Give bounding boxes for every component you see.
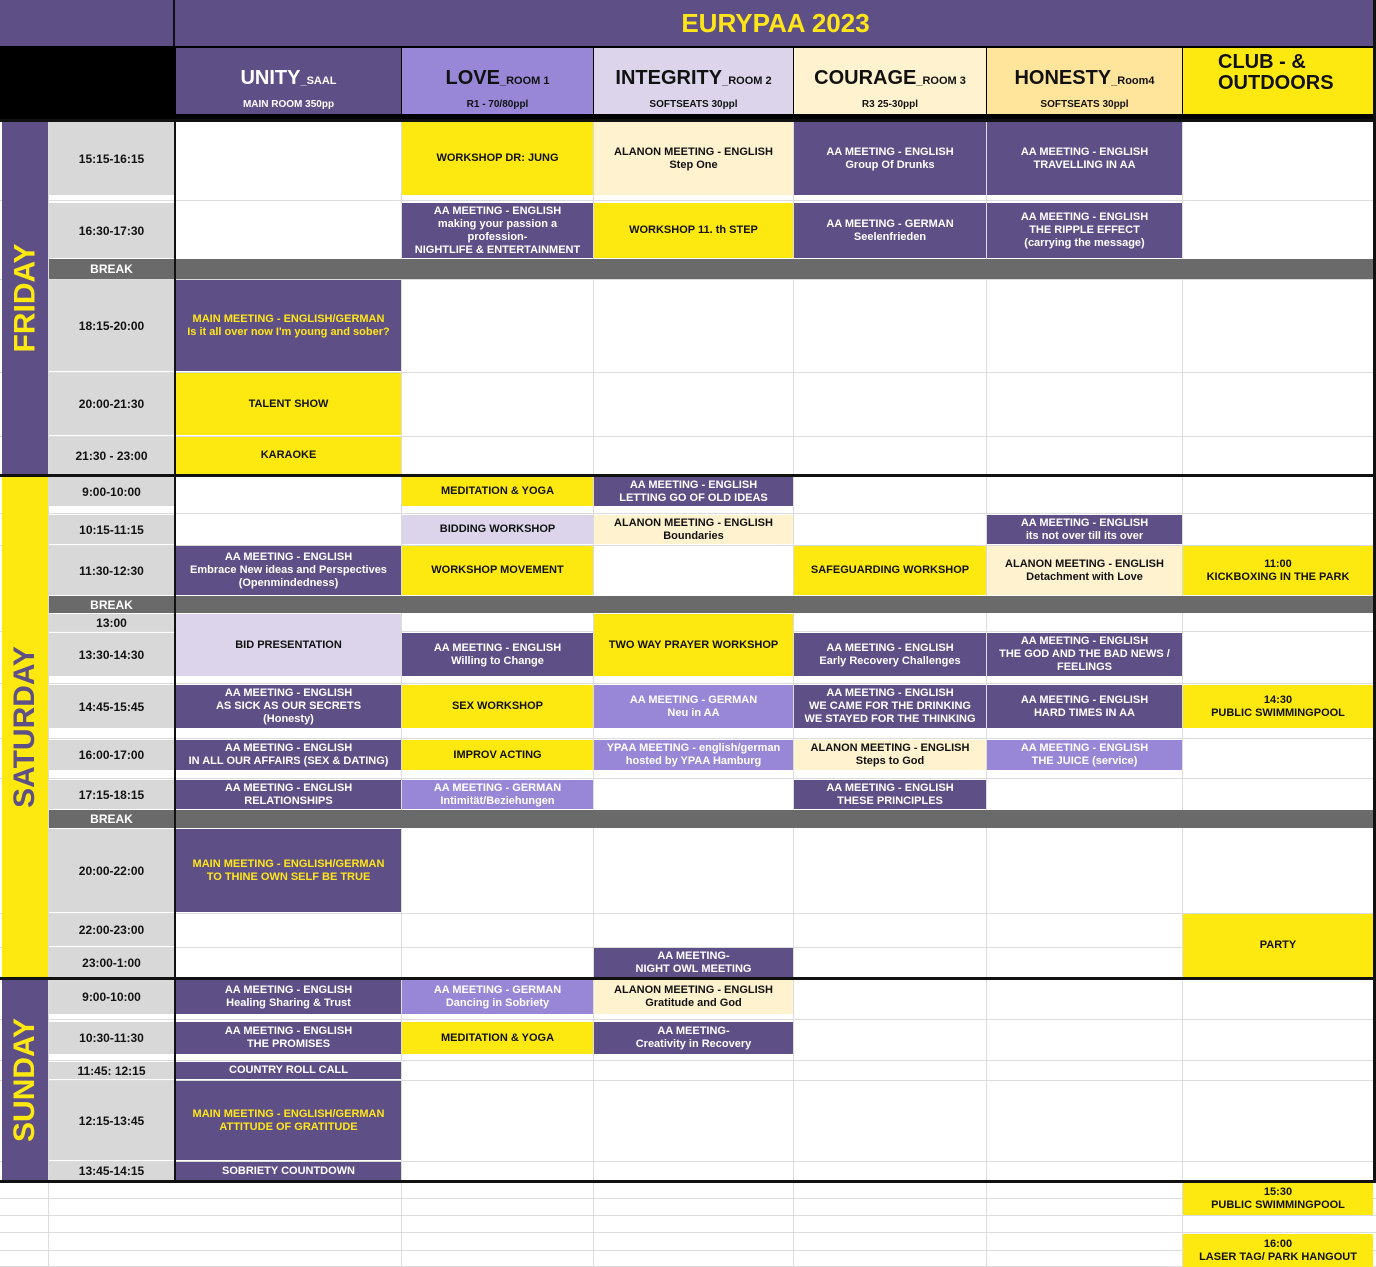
- room-header-courage: [794, 48, 986, 114]
- session-cell: [176, 780, 401, 809]
- session-cell: [794, 780, 986, 809]
- session-cell: [176, 437, 401, 474]
- session-line: 14:30: [1263, 693, 1293, 706]
- session-cell: [176, 546, 401, 595]
- room-capacity: SOFTSEATS 30ppl: [649, 99, 738, 110]
- session-cell: [402, 685, 593, 728]
- time-slot: 9:00-10:00: [49, 477, 174, 506]
- room-header-club-outdoors: [1183, 48, 1373, 114]
- time-slot: 11:30-12:30: [49, 546, 174, 595]
- session-line: RELATIONSHIPS: [244, 794, 333, 807]
- session-line: MEDITATION & YOGA: [440, 485, 555, 497]
- session-line: HARD TIMES IN AA: [1033, 706, 1136, 719]
- title-divider: [173, 0, 175, 46]
- session-line: Early Recovery Challenges: [819, 654, 961, 667]
- session-line: 15:30: [1263, 1186, 1293, 1198]
- grid-line: [0, 1198, 1376, 1199]
- session-line: SAFEGUARDING WORKSHOP: [810, 564, 970, 576]
- session-line: Gratitude and God: [645, 997, 742, 1009]
- session-line: MAIN MEETING - ENGLISH/GERMAN: [192, 312, 385, 325]
- session-line: WORKSHOP 11. th STEP: [629, 224, 758, 236]
- day-separator: [0, 119, 1376, 122]
- day-band-saturday: [2, 477, 48, 977]
- session-line: THE PROMISES: [246, 1038, 331, 1050]
- session-line: KARAOKE: [260, 449, 317, 461]
- session-line: profession-: [467, 230, 528, 243]
- session-line: PARTY: [1259, 939, 1297, 951]
- break-label: BREAK: [90, 262, 133, 276]
- time-slot: 11:45: 12:15: [49, 1062, 174, 1079]
- session-line: AS SICK AS OUR SECRETS: [215, 700, 362, 712]
- session-cell: [1183, 1183, 1373, 1215]
- session-line: AA MEETING - ENGLISH: [1020, 693, 1149, 706]
- room-name: HONESTY: [1014, 67, 1112, 89]
- room-suffix: _ROOM 2: [722, 75, 772, 87]
- session-cell: [176, 280, 401, 371]
- session-line: Detachment with Love: [1026, 570, 1143, 583]
- session-cell: [987, 546, 1182, 595]
- room-suffix: _Room4: [1111, 75, 1155, 87]
- session-line: MAIN MEETING - ENGLISH/GERMAN: [192, 857, 385, 870]
- time-slot: 16:00-17:00: [49, 740, 174, 770]
- room-name: COURAGE: [814, 67, 917, 89]
- session-cell: [594, 614, 793, 676]
- time-slot: 13:00: [49, 614, 174, 631]
- day-separator: [0, 1180, 1376, 1183]
- session-cell: [794, 203, 986, 258]
- session-line: Is it all over now I'm young and sober?: [187, 325, 390, 338]
- session-line: COUNTRY ROLL CALL: [229, 1064, 348, 1076]
- session-line: MEDITATION & YOGA: [440, 1031, 555, 1044]
- session-cell: [176, 1162, 401, 1180]
- session-cell: [176, 685, 401, 728]
- session-line: Boundaries: [663, 529, 724, 542]
- session-cell: [594, 948, 793, 977]
- session-cell: [1183, 546, 1373, 595]
- session-cell: [594, 477, 793, 506]
- session-cell: [594, 1022, 793, 1054]
- session-line: Step One: [669, 158, 718, 171]
- session-line: AA MEETING - ENGLISH: [629, 478, 758, 491]
- session-line: AA MEETING - ENGLISH: [826, 781, 954, 794]
- day-label: FRIDAY: [8, 243, 42, 353]
- session-line: PUBLIC SWIMMINGPOOL: [1211, 1199, 1345, 1211]
- session-line: AA MEETING - ENGLISH: [224, 742, 353, 754]
- session-line: WE STAYED FOR THE THINKING: [804, 713, 976, 725]
- break-row: [49, 596, 1376, 613]
- session-line: AA MEETING - ENGLISH: [1020, 145, 1149, 158]
- column-separator: [174, 119, 176, 1183]
- session-line: AA MEETING - ENGLISH: [1020, 635, 1149, 647]
- session-line: TRAVELLING IN AA: [1033, 158, 1136, 171]
- session-line: its not over till its over: [1025, 529, 1144, 542]
- session-cell: [176, 740, 401, 770]
- time-slot: 12:15-13:45: [49, 1081, 174, 1160]
- session-line: IN ALL OUR AFFAIRS (SEX & DATING): [188, 755, 389, 767]
- session-line: BID PRESENTATION: [235, 638, 342, 651]
- session-cell: [402, 1022, 593, 1054]
- room-suffix: _ROOM 1: [499, 75, 550, 87]
- session-line: THE GOD AND THE BAD NEWS /: [999, 648, 1170, 660]
- day-band-sunday: [2, 980, 48, 1180]
- session-cell: [176, 614, 401, 676]
- room-capacity: SOFTSEATS 30ppl: [1040, 99, 1129, 110]
- grid-line: [0, 738, 1376, 739]
- break-row: [49, 259, 1376, 279]
- session-cell: [176, 980, 401, 1014]
- session-cell: [987, 515, 1182, 544]
- time-slot: 20:00-21:30: [49, 373, 174, 435]
- session-line: Dancing in Sobriety: [445, 997, 550, 1009]
- room-suffix: _ROOM 3: [916, 75, 966, 87]
- room-name: CLUB - & OUTDOORS: [1218, 51, 1334, 94]
- session-cell: [402, 122, 593, 195]
- session-line: ALANON MEETING - ENGLISH: [614, 516, 773, 529]
- session-line: AA MEETING - ENGLISH: [224, 551, 353, 563]
- session-line: AA MEETING - ENGLISH: [224, 687, 353, 699]
- session-line: ALANON MEETING - ENGLISH: [1005, 557, 1164, 570]
- day-band-friday: [2, 122, 48, 474]
- time-slot: 22:00-23:00: [49, 914, 174, 946]
- session-line: NIGHT OWL MEETING: [635, 962, 752, 975]
- break-label: BREAK: [90, 597, 133, 612]
- session-cell: [402, 980, 593, 1014]
- session-line: Healing Sharing & Trust: [226, 997, 351, 1009]
- session-cell: [987, 685, 1182, 728]
- session-line: making your passion a: [437, 217, 558, 230]
- session-line: AA MEETING - ENGLISH: [224, 1025, 353, 1037]
- session-line: 11:00: [1264, 557, 1292, 570]
- session-cell: [794, 122, 986, 195]
- session-line: KICKBOXING IN THE PARK: [1206, 570, 1350, 583]
- page-title: EURYPAA 2023: [681, 7, 870, 38]
- session-line: AA MEETING-: [657, 1025, 730, 1037]
- time-slot: 13:45-14:15: [49, 1162, 174, 1180]
- session-line: SOBRIETY COUNTDOWN: [221, 1164, 356, 1177]
- time-slot: 15:15-16:15: [49, 122, 174, 195]
- session-line: ALANON MEETING - ENGLISH: [614, 145, 773, 158]
- session-cell: [176, 1081, 401, 1160]
- session-line: Neu in AA: [667, 706, 720, 719]
- session-line: WORKSHOP DR: JUNG: [436, 152, 559, 164]
- session-line: TALENT SHOW: [248, 397, 329, 410]
- time-slot: 10:30-11:30: [49, 1022, 174, 1054]
- session-line: Creativity in Recovery: [635, 1038, 752, 1050]
- session-cell: [1183, 914, 1373, 977]
- session-line: AA MEETING - ENGLISH: [826, 687, 954, 699]
- grid-line: [0, 1250, 1376, 1251]
- room-header-honesty: [987, 48, 1182, 114]
- session-cell: [176, 373, 401, 435]
- session-line: Intimität/Beziehungen: [440, 794, 555, 807]
- session-cell: [594, 203, 793, 258]
- session-cell: [402, 546, 593, 595]
- session-line: NIGHTLIFE & ENTERTAINMENT: [414, 243, 581, 256]
- session-line: LETTING GO OF OLD IDEAS: [619, 491, 768, 504]
- session-cell: [176, 1022, 401, 1054]
- session-line: ATTITUDE OF GRATITUDE: [219, 1120, 358, 1133]
- room-capacity: MAIN ROOM 350pp: [242, 99, 335, 110]
- session-cell: [987, 740, 1182, 770]
- session-cell: [402, 203, 593, 258]
- session-line: (Honesty): [263, 713, 314, 725]
- session-line: Steps to God: [855, 755, 925, 767]
- session-line: AA MEETING - ENGLISH: [433, 641, 562, 654]
- session-line: 16:00: [1263, 1237, 1293, 1250]
- session-line: AA MEETING - GERMAN: [826, 217, 954, 230]
- session-line: hosted by YPAA Hamburg: [625, 755, 762, 767]
- room-name: LOVE: [445, 67, 500, 89]
- session-line: SEX WORKSHOP: [451, 700, 544, 712]
- room-header-integrity: [594, 48, 793, 114]
- session-cell: [1183, 1234, 1373, 1267]
- time-slot: 16:30-17:30: [49, 203, 174, 258]
- session-line: Embrace New ideas and Perspectives: [190, 564, 387, 576]
- session-line: (carrying the message): [1024, 237, 1145, 249]
- session-line: Willing to Change: [451, 654, 544, 667]
- session-cell: [176, 829, 401, 912]
- grid-line: [0, 513, 1376, 514]
- session-line: TO THINE OWN SELF BE TRUE: [206, 870, 371, 883]
- session-cell: [794, 546, 986, 595]
- session-cell: [987, 122, 1182, 195]
- session-cell: [594, 980, 793, 1014]
- session-line: AA MEETING - ENGLISH: [826, 145, 954, 158]
- session-line: Group Of Drunks: [845, 158, 935, 171]
- grid-line: [0, 1060, 1376, 1061]
- session-cell: [402, 740, 593, 770]
- session-cell: [594, 515, 793, 544]
- break-row: [49, 810, 1376, 828]
- session-cell: [1183, 685, 1373, 728]
- session-cell: [987, 633, 1182, 676]
- session-line: TWO WAY PRAYER WORKSHOP: [608, 638, 779, 651]
- session-line: (Openmindedness): [238, 577, 339, 589]
- room-header-unity: [176, 48, 401, 114]
- session-line: IMPROV ACTING: [453, 748, 542, 761]
- session-cell: [402, 633, 593, 676]
- session-cell: [402, 477, 593, 506]
- room-name: INTEGRITY: [615, 67, 723, 89]
- room-header-love: [402, 48, 593, 114]
- session-cell: [794, 685, 986, 728]
- session-line: LASER TAG/ PARK HANGOUT: [1199, 1250, 1357, 1263]
- session-line: AA MEETING-: [657, 949, 730, 962]
- session-line: AA MEETING - ENGLISH: [433, 204, 562, 217]
- grid-line: [0, 1019, 1376, 1020]
- session-cell: [794, 633, 986, 676]
- room-capacity: R3 25-30ppl: [861, 99, 919, 110]
- session-line: Seelenfrieden: [853, 230, 927, 243]
- time-slot: 21:30 - 23:00: [49, 437, 174, 474]
- session-cell: [987, 203, 1182, 258]
- break-label: BREAK: [90, 812, 133, 826]
- session-line: AA MEETING - ENGLISH: [1020, 211, 1149, 223]
- session-line: PUBLIC SWIMMINGPOOL: [1211, 706, 1345, 719]
- room-name: UNITY: [240, 67, 301, 89]
- session-line: AA MEETING - ENGLISH: [224, 781, 353, 794]
- time-slot: 9:00-10:00: [49, 980, 174, 1014]
- session-line: ALANON MEETING - ENGLISH: [614, 984, 773, 996]
- session-line: BIDDING WORKSHOP: [439, 523, 556, 535]
- session-line: ALANON MEETING - ENGLISH: [810, 742, 970, 754]
- day-separator: [0, 474, 1376, 477]
- session-line: WE CAME FOR THE DRINKING: [809, 700, 971, 712]
- session-line: AA MEETING - GERMAN: [433, 781, 562, 794]
- session-cell: [176, 1062, 401, 1079]
- time-slot: 13:30-14:30: [49, 633, 174, 676]
- grid-line: [0, 1215, 1376, 1216]
- time-slot: 14:45-15:45: [49, 685, 174, 728]
- session-line: AA MEETING - GERMAN: [629, 693, 758, 706]
- time-slot: 20:00-22:00: [49, 829, 174, 912]
- session-line: MAIN MEETING - ENGLISH/GERMAN: [192, 1107, 385, 1120]
- time-slot: 10:15-11:15: [49, 515, 174, 544]
- time-slot: 17:15-18:15: [49, 780, 174, 809]
- grid-line: [0, 200, 1376, 201]
- room-capacity: R1 - 70/80ppl: [466, 99, 529, 110]
- day-label: SATURDAY: [8, 646, 42, 808]
- session-line: WORKSHOP MOVEMENT: [431, 564, 564, 576]
- session-cell: [794, 740, 986, 770]
- time-slot: 18:15-20:00: [49, 280, 174, 371]
- session-cell: [594, 740, 793, 770]
- session-cell: [594, 685, 793, 728]
- day-separator: [0, 977, 1376, 980]
- room-suffix: _SAAL: [300, 75, 337, 87]
- grid-line: [0, 1232, 1376, 1233]
- session-line: AA MEETING - ENGLISH: [224, 984, 353, 996]
- session-cell: [594, 122, 793, 195]
- session-line: AA MEETING - GERMAN: [433, 984, 562, 996]
- session-line: THE RIPPLE EFFECT: [1029, 224, 1140, 236]
- grid-line: [0, 913, 1376, 914]
- grid-line: [0, 778, 1376, 779]
- session-cell: [402, 515, 593, 544]
- day-label: SUNDAY: [8, 1018, 41, 1142]
- session-line: AA MEETING - ENGLISH: [1020, 742, 1149, 754]
- session-line: AA MEETING - ENGLISH: [826, 641, 954, 654]
- session-line: THESE PRINCIPLES: [837, 794, 943, 807]
- grid-line: [0, 683, 1376, 684]
- session-line: THE JUICE (service): [1031, 755, 1138, 767]
- session-line: AA MEETING - ENGLISH: [1020, 516, 1149, 529]
- time-slot: 23:00-1:00: [49, 948, 174, 977]
- session-line: FEELINGS: [1056, 661, 1112, 673]
- session-cell: [402, 780, 593, 809]
- session-line: YPAA MEETING - english/german: [606, 742, 781, 754]
